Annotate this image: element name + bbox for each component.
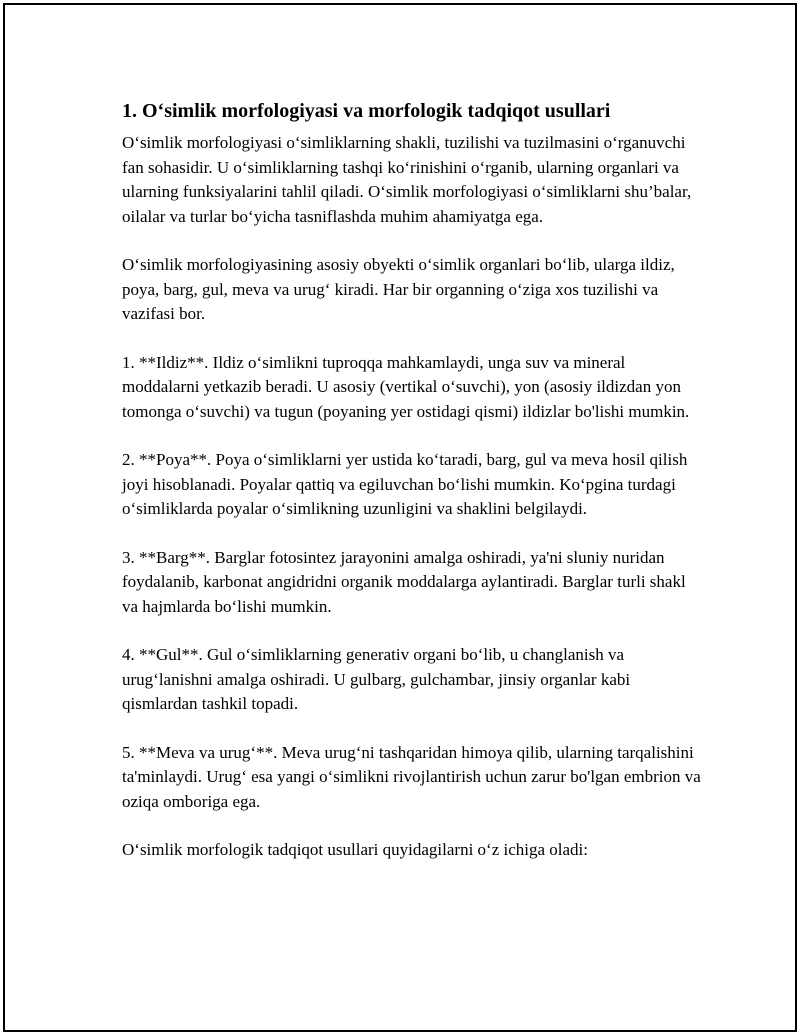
paragraph-leaf: 3. **Barg**. Barglar fotosintez jarayonini amalga oshiradi, ya'ni sluniy nuridan foydalanib, karbonat angidridni organik moddalarga aylantiradi. Barglar turli shakl va hajmlarda bo‘lishi mumkin. — [122, 547, 686, 616]
paragraph-organs: O‘simlik morfologiyasining asosiy obyekti o‘simlik organlari bo‘lib, ularga ildiz, poya, barg, gul, meva va urug‘ kiradi. Har bir organning o‘ziga xos tuzilishi va vazifasi bor. — [122, 255, 675, 323]
paragraph-fruit-seed: 5. **Meva va urug‘**. Meva urug‘ni tashqaridan himoya qilib, ularning tarqalishini ta'minlaydi. Urug‘ esa yangi o‘simlikni rivojlantirish uchun zarur bo'lgan embrion va oziqa omboriga ega. — [122, 742, 701, 811]
section-heading: 1. O‘simlik morfologiyasi va morfologik tadqiqot usullari — [122, 100, 611, 122]
paragraph-intro: O‘simlik morfologiyasi o‘simliklarning shakli, tuzilishi va tuzilmasini o‘rganuvchi fan sohasidir. U o‘simliklarning tashqi ko‘rinishini o‘rganib, ularning organlari va ularning funksiyalarini tahlil qiladi. O‘simlik morfologiyasi o‘simliklarni shu’balar, oilalar va turlar bo‘yicha tasniflashda muhim ahamiyatga ega. — [122, 133, 692, 226]
paragraph-methods: O‘simlik morfologik tadqiqot usullari quyidagilarni o‘z ichiga oladi: — [122, 840, 588, 859]
paragraph-root: 1. **Ildiz**. Ildiz o‘simlikni tuproqqa mahkamlaydi, unga suv va mineral moddalarni yetkazib beradi. U asosiy (vertikal o‘suvchi), yon (asosiy ildizdan yon tomonga o‘suvchi) va tugun (poyaning yer ostidagi qismi) ildizlar bo'lishi mumkin. — [122, 352, 690, 421]
paragraph-flower: 4. **Gul**. Gul o‘simliklarning generativ organi bo‘lib, u changlanish va urug‘lanishni amalga oshiradi. U gulbarg, gulchambar, jinsiy organlar kabi qismlardan tashkil topadi. — [122, 645, 631, 713]
document-page — [3, 3, 797, 1032]
document-body — [122, 97, 702, 887]
paragraph-stem: 2. **Poya**. Poya o‘simliklarni yer ustida ko‘taradi, barg, gul va meva hosil qilish joyi hisoblanadi. Poyalar qattiq va egiluvchan bo‘lishi mumkin. Ko‘pgina turdagi o‘simliklarda poyalar o‘simlikning uzunligini va shaklini belgilaydi. — [122, 450, 688, 518]
